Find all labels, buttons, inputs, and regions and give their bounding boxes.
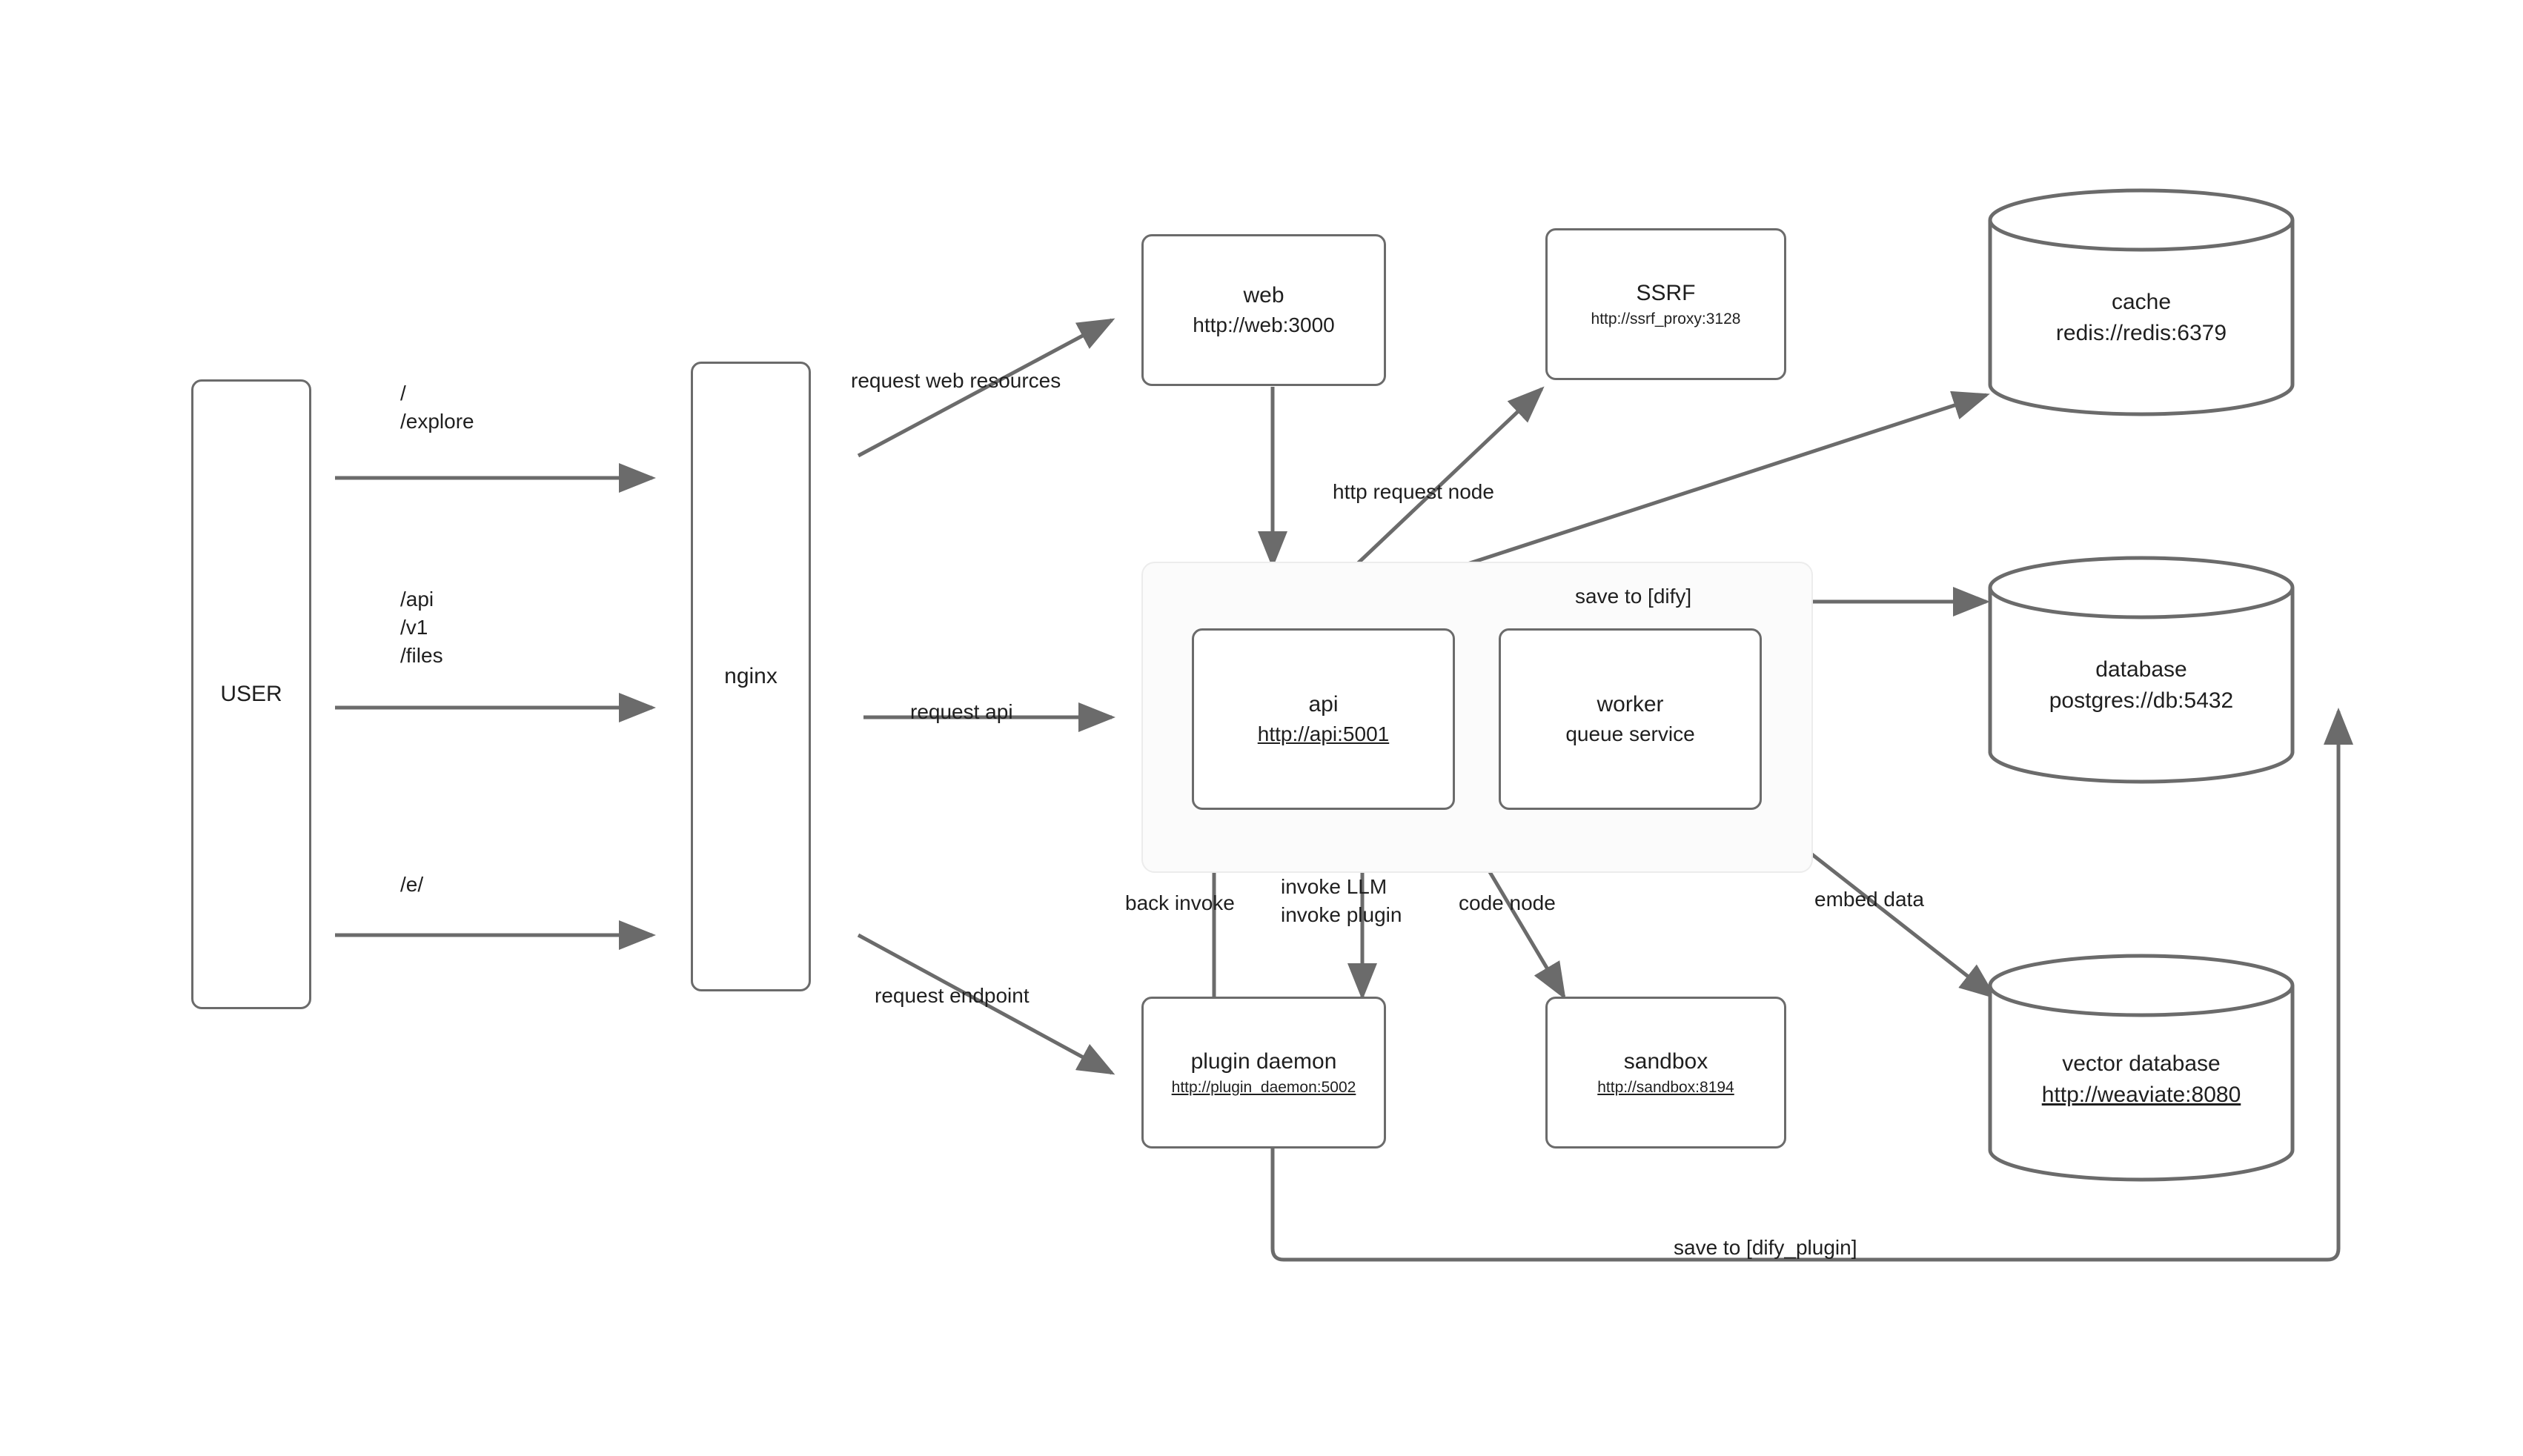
node-ssrf-url: http://ssrf_proxy:3128 [1591, 310, 1741, 328]
label-request-endpoint: request endpoint [875, 984, 1030, 1007]
node-web-title: web [1243, 283, 1284, 308]
label-user-explore: / /explore [400, 382, 474, 433]
node-worker-subtitle: queue service [1565, 722, 1695, 745]
node-sandbox-title: sandbox [1623, 1049, 1708, 1074]
label-http-request-node: http request node [1333, 480, 1494, 503]
node-ssrf [1545, 228, 1786, 380]
node-sandbox [1545, 997, 1786, 1148]
label-request-web-resources: request web resources [851, 369, 1061, 392]
label-back-invoke: back invoke [1125, 891, 1235, 914]
node-nginx [691, 362, 811, 991]
node-database-title: database [2095, 657, 2187, 682]
node-user-label: USER [220, 682, 282, 706]
node-vector-database-url: http://weaviate:8080 [2041, 1083, 2241, 1107]
node-cache-title: cache [2111, 290, 2172, 314]
node-ssrf-title: SSRF [1636, 281, 1696, 306]
node-vector-database [1986, 952, 2296, 1183]
node-cache-url: redis://redis:6379 [2055, 321, 2227, 345]
node-web [1141, 234, 1386, 386]
node-database [1986, 554, 2296, 785]
node-plugin-daemon-url: http://plugin_daemon:5002 [1171, 1078, 1356, 1096]
node-web-url: http://web:3000 [1193, 313, 1335, 336]
label-user-endpoint: /e/ [400, 873, 424, 896]
node-api-url: http://api:5001 [1257, 722, 1390, 745]
label-request-api: request api [910, 700, 1013, 723]
node-worker [1499, 628, 1762, 810]
label-code-node: code node [1459, 891, 1556, 914]
label-user-api: /api /v1 /files [400, 588, 443, 667]
label-save-to-dify-plugin: save to [dify_plugin] [1674, 1236, 1857, 1259]
node-worker-title: worker [1597, 692, 1664, 717]
node-nginx-label: nginx [724, 664, 778, 688]
node-api-title: api [1308, 692, 1339, 717]
node-vector-database-label [1986, 1048, 2296, 1111]
label-embed-data: embed data [1814, 888, 1924, 911]
node-api [1192, 628, 1455, 810]
node-plugin-daemon [1141, 997, 1386, 1148]
node-cache-label [1986, 287, 2296, 349]
label-save-to-dify: save to [dify] [1575, 585, 1692, 608]
node-sandbox-url: http://sandbox:8194 [1597, 1078, 1734, 1096]
node-plugin-daemon-title: plugin daemon [1190, 1049, 1337, 1074]
node-database-label [1986, 654, 2296, 717]
node-cache [1986, 187, 2296, 418]
node-user [191, 379, 311, 1009]
node-database-url: postgres://db:5432 [2049, 688, 2234, 713]
node-vector-database-title: vector database [2062, 1051, 2221, 1076]
label-invoke-llm-plugin: invoke LLM invoke plugin [1281, 875, 1402, 926]
